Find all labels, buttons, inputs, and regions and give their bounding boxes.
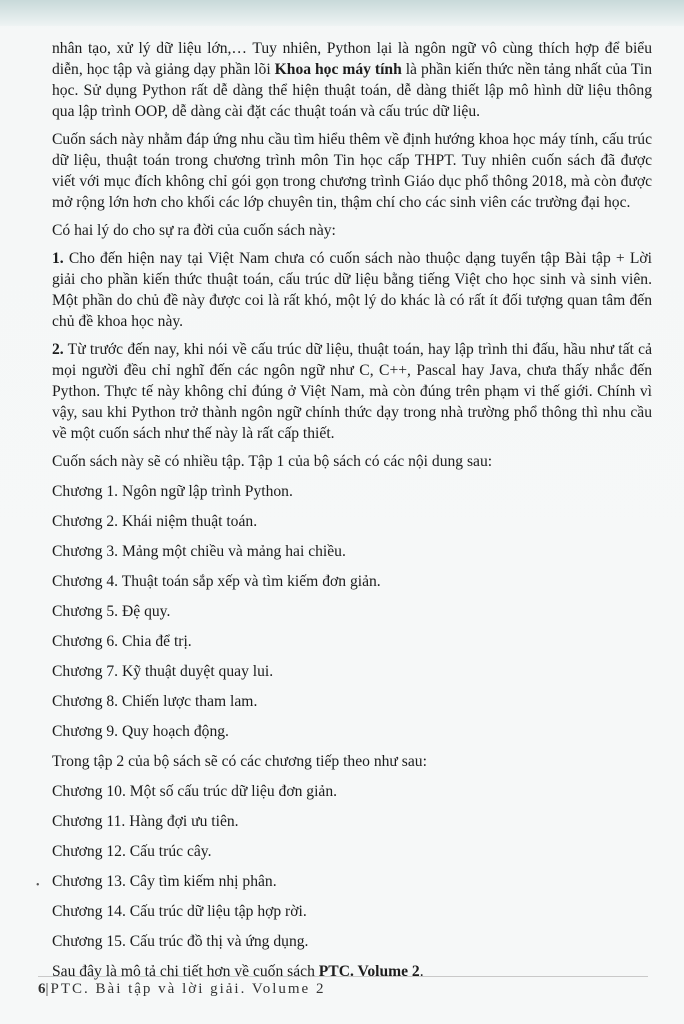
- paragraph-intro: [52, 38, 652, 122]
- page-footer: [38, 976, 648, 998]
- page-number: 6: [38, 981, 46, 997]
- page-top-edge: [0, 0, 684, 26]
- chapter-item: Chương 5. Đệ quy.: [52, 603, 171, 620]
- paragraph-text: nhân tạo, xử lý dữ liệu lớn,… Tuy nhiên, Python lại là ngôn ngữ vô cùng thích hợp để biểu diễn, học tập và giảng dạy phần lõi: [52, 40, 652, 78]
- chapter-item: Chương 15. Cấu trúc đồ thị và ứng dụng.: [52, 933, 309, 950]
- bold-term: PTC. Volume 2: [318, 963, 420, 980]
- paragraph-text: là phần kiến thức nền tảng nhất của Tin học. Sử dụng Python rất dễ dàng thể hiện thuật toán, dễ dàng thiết lập mô hình dữ liệu thông qua lập trình OOP, dễ dàng cài đặt các thuật toán và cấu trúc dữ liệu.: [52, 61, 652, 120]
- list-number: 1.: [52, 250, 64, 267]
- chapter-item: Chương 6. Chia để trị.: [52, 633, 192, 650]
- paragraph-purpose: Cuốn sách này nhằm đáp ứng nhu cầu tìm hiểu thêm về định hướng khoa học máy tính, cấu trúc dữ liệu, thuật toán trong chương trình môn Tin học cấp THPT. Tuy nhiên cuốn sách đã được viết với mục đích không chỉ gói gọn trong chương trình Giáo dục phổ thông 2018, mà còn được mở rộng lớn hơn cho khối các lớp chuyên tin, thậm chí cho các sinh viên các trường đại học.: [52, 131, 652, 211]
- volume1-chapter-list: [52, 481, 652, 742]
- chapter-item: Chương 2. Khái niệm thuật toán.: [52, 513, 258, 530]
- chapter-item: Chương 13. Cây tìm kiếm nhị phân.: [52, 873, 277, 890]
- chapter-item: Chương 1. Ngôn ngữ lập trình Python.: [52, 483, 293, 500]
- chapter-item: Chương 11. Hàng đợi ưu tiên.: [52, 813, 239, 830]
- running-title: PTC. Bài tập và lời giải. Volume 2: [50, 981, 326, 997]
- chapter-item: Chương 7. Kỹ thuật duyệt quay lui.: [52, 663, 274, 680]
- paragraph-text: Sau đây là mô tả chi tiết hơn về cuốn sách: [52, 963, 319, 980]
- paragraph-text: Từ trước đến nay, khi nói về cấu trúc dữ liệu, thuật toán, hay lập trình thi đấu, hầu như tất cả mọi người đều chỉ nghĩ đến các ngôn ngữ như C, C++, Pascal hay Java, chưa thấy nhắc đến Python. Thực tế này không chỉ đúng ở Việt Nam, mà còn đúng trên phạm vi thế giới. Chính vì vậy, sau khi Python trở thành ngôn ngữ chính thức dạy trong nhà trường phổ thông thì nhu cầu về một cuốn sách như thế này là rất cấp thiết.: [52, 341, 652, 442]
- page-body: [52, 38, 652, 991]
- paragraph-text: .: [419, 963, 424, 980]
- chapter-item: Chương 8. Chiến lược tham lam.: [52, 693, 258, 710]
- paragraph-reason-2: [52, 339, 652, 444]
- chapter-item: Chương 14. Cấu trúc dữ liệu tập hợp rời.: [52, 903, 307, 920]
- volume2-chapter-list: [52, 781, 652, 952]
- stray-dot-mark: •: [36, 880, 40, 891]
- paragraph-reasons-lead: Có hai lý do cho sự ra đời của cuốn sách này:: [52, 222, 336, 239]
- list-number: 2.: [52, 341, 64, 358]
- chapter-item: Chương 9. Quy hoạch động.: [52, 723, 229, 740]
- chapter-item: Chương 12. Cấu trúc cây.: [52, 843, 212, 860]
- chapter-item: Chương 10. Một số cấu trúc dữ liệu đơn giản.: [52, 783, 338, 800]
- chapter-item: Chương 3. Mảng một chiều và mảng hai chiều.: [52, 543, 346, 560]
- chapter-item: Chương 4. Thuật toán sắp xếp và tìm kiếm đơn giản.: [52, 573, 381, 590]
- bold-term: Khoa học máy tính: [274, 61, 402, 78]
- paragraph-volume1-lead: Cuốn sách này sẽ có nhiều tập. Tập 1 của bộ sách có các nội dung sau:: [52, 453, 493, 470]
- paragraph-text: Cho đến hiện nay tại Việt Nam chưa có cuốn sách nào thuộc dạng tuyển tập Bài tập + Lời giải cho phần kiến thức thuật toán, cấu trúc dữ liệu bằng tiếng Việt cho học sinh và sinh viên. Một phần do chủ đề này được coi là rất khó, một lý do khác là có rất ít đối tượng quan tâm đến chủ đề khoa học này.: [52, 250, 652, 330]
- paragraph-volume2-lead: Trong tập 2 của bộ sách sẽ có các chương tiếp theo như sau:: [52, 753, 427, 770]
- footer-separator: |: [45, 981, 51, 997]
- paragraph-reason-1: [52, 248, 652, 332]
